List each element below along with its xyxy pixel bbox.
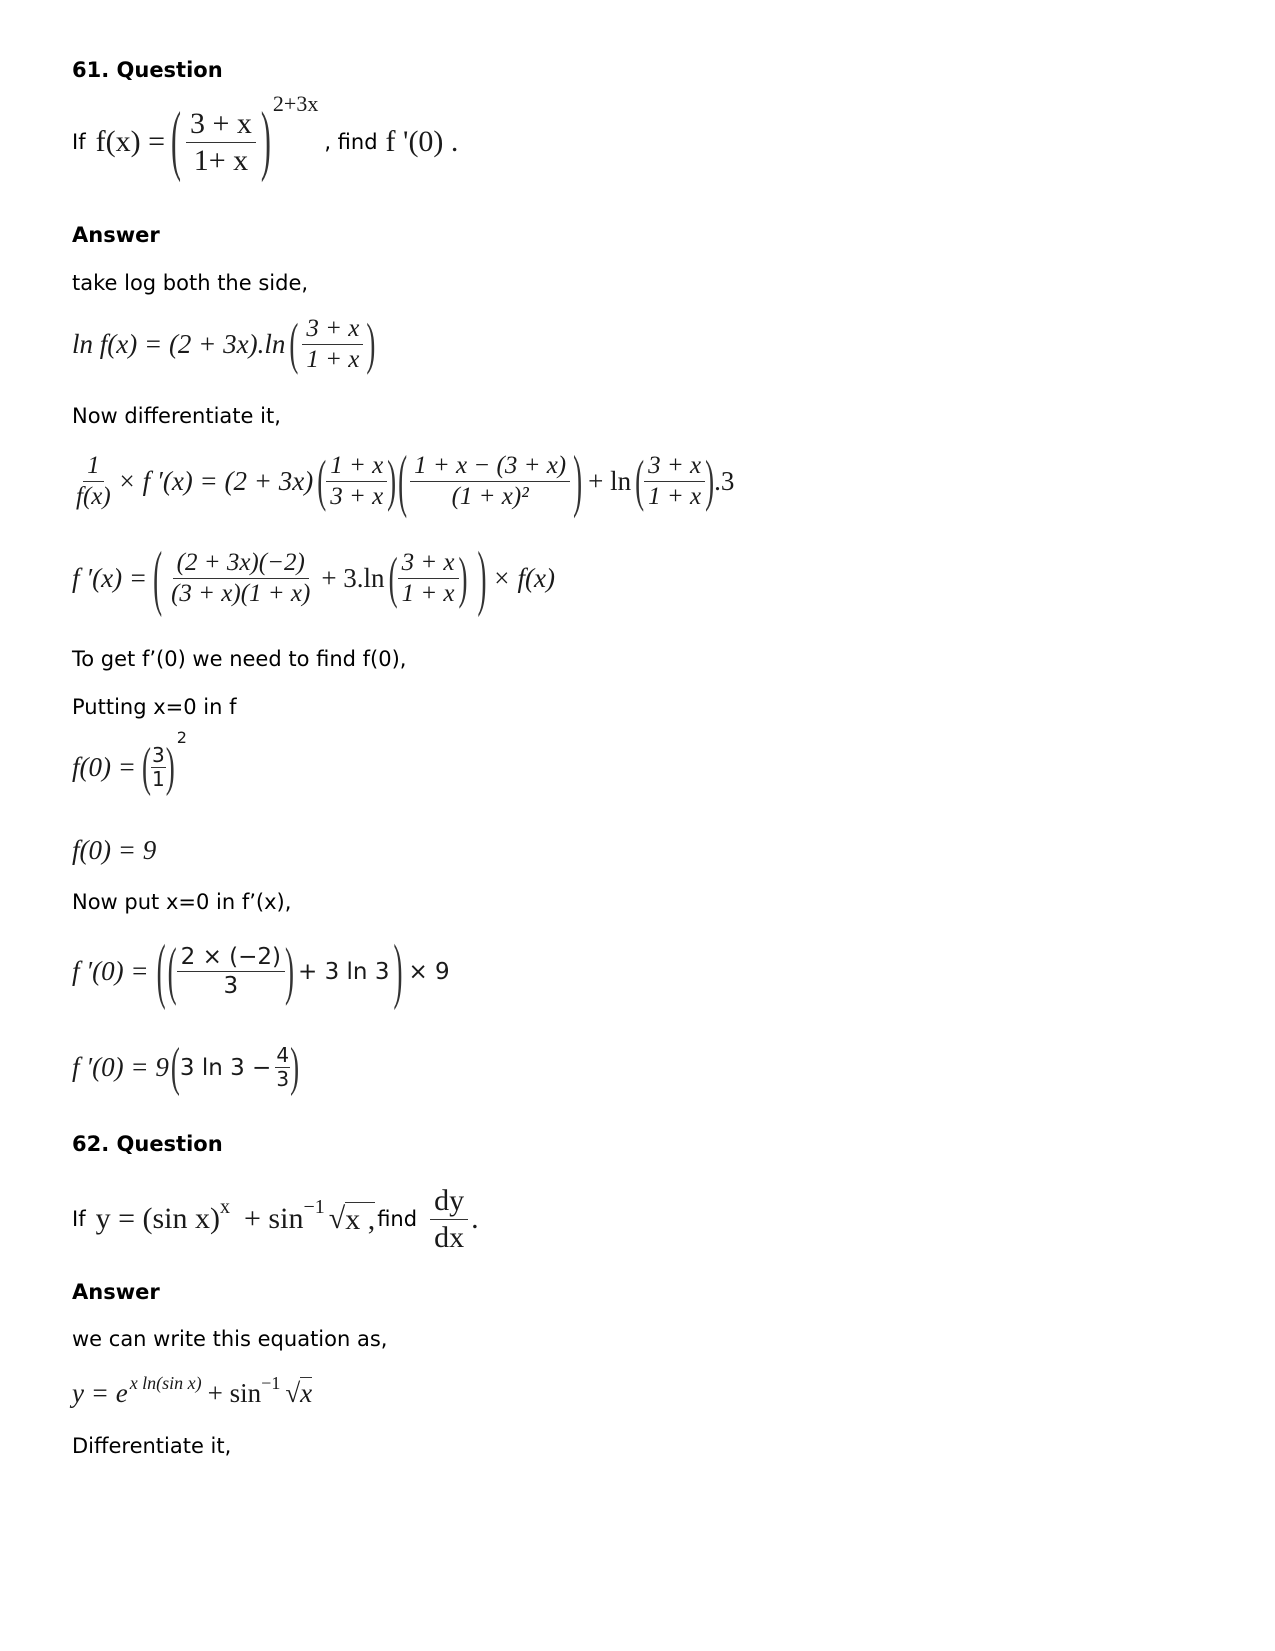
- numerator: 3: [151, 743, 165, 767]
- denominator: dx: [434, 1220, 465, 1254]
- denominator: f(x): [76, 483, 111, 511]
- denominator: 3: [276, 1067, 290, 1091]
- left-paren: (: [167, 934, 177, 1007]
- numerator: dy: [430, 1185, 468, 1220]
- right-paren: ): [290, 1036, 300, 1097]
- radicand: x ,: [345, 1202, 376, 1236]
- right-paren: ): [393, 929, 403, 1011]
- numerator: 3 + x: [398, 550, 459, 579]
- equation-part: .3: [714, 466, 735, 497]
- numerator: 3 + x: [644, 453, 705, 482]
- right-paren: ): [477, 536, 487, 618]
- left-paren: (: [317, 449, 327, 513]
- fraction: [430, 1185, 468, 1253]
- question-62-statement: [72, 1185, 479, 1253]
- step-text: take log both the side,: [72, 271, 309, 295]
- question-61-heading: 61. Question: [72, 58, 223, 82]
- step-text: Putting x=0 in f: [72, 695, 237, 719]
- equation-derivative: [72, 441, 735, 520]
- equation-part: 3 ln 3 −: [179, 1054, 272, 1081]
- fraction: [186, 108, 256, 176]
- exponent: −1: [303, 1195, 325, 1218]
- left-paren: (: [398, 441, 408, 520]
- equation-f0: [72, 728, 187, 797]
- fraction: [398, 550, 459, 608]
- left-paren: (: [289, 312, 299, 376]
- denominator: (1 + x)²: [451, 483, 529, 511]
- fraction: [275, 1045, 290, 1090]
- fraction: [644, 453, 705, 511]
- left-paren: (: [153, 536, 163, 618]
- equation-fprime: [72, 536, 555, 618]
- find-word: find: [377, 1207, 418, 1231]
- fraction: [151, 745, 166, 790]
- if-word: If: [72, 1207, 86, 1231]
- right-paren: ): [705, 449, 715, 513]
- fx-label: f(x) =: [95, 125, 165, 158]
- numerator: 4: [276, 1043, 290, 1067]
- fraction: [167, 550, 314, 608]
- equation-final: [72, 1036, 300, 1097]
- fraction: [302, 316, 363, 374]
- exponent: −1: [261, 1372, 281, 1393]
- sqrt-symbol: √: [285, 1377, 301, 1408]
- equation-lhs: f ′(0) =: [72, 956, 149, 987]
- equation-part: .: [471, 1202, 479, 1235]
- equation-part: + 3 ln 3: [298, 958, 390, 985]
- answer-61-label: Answer: [72, 223, 160, 247]
- denominator: 1+ x: [193, 143, 249, 177]
- equation-part: + sin: [244, 1202, 304, 1235]
- right-paren: ): [366, 312, 376, 376]
- numerator: 1 + x − (3 + x): [410, 453, 570, 482]
- left-paren: (: [388, 546, 398, 610]
- target-expression: f '(0) .: [385, 125, 459, 158]
- denominator: 3: [223, 973, 239, 1000]
- exponent: 2+3x: [272, 91, 319, 116]
- step-text: we can write this equation as,: [72, 1327, 388, 1351]
- answer-62-label: Answer: [72, 1280, 160, 1304]
- equation-part: + ln: [588, 466, 632, 497]
- left-paren: (: [141, 736, 151, 797]
- denominator: 1: [151, 767, 165, 791]
- step-text: Now put x=0 in f’(x),: [72, 890, 292, 914]
- left-paren: (: [170, 1036, 180, 1097]
- question-62-heading: 62. Question: [72, 1132, 223, 1156]
- denominator: 1 + x: [401, 580, 455, 608]
- equation-rewrite: [72, 1372, 313, 1409]
- if-word: If: [72, 130, 86, 154]
- step-text: Now differentiate it,: [72, 404, 281, 428]
- denominator: (3 + x)(1 + x): [171, 580, 311, 608]
- radicand: x: [300, 1378, 313, 1408]
- equation-lhs: ln f(x) = (2 + 3x).ln: [72, 329, 286, 360]
- step-text: To get f’(0) we need to find f(0),: [72, 647, 407, 671]
- right-paren: ): [573, 441, 583, 520]
- fraction: [410, 453, 570, 511]
- right-paren: ): [165, 736, 175, 797]
- equation-f0-value: f(0) = 9: [72, 835, 157, 865]
- equation-part: + 3.ln: [321, 563, 385, 594]
- equation-part: y = e: [72, 1377, 128, 1408]
- equation-part: × f(x): [492, 563, 555, 594]
- equation-fprime0: [72, 929, 450, 1011]
- numerator: 3 + x: [302, 316, 363, 345]
- right-paren: ): [285, 934, 295, 1007]
- left-paren: (: [170, 97, 181, 184]
- right-paren: ): [387, 449, 397, 513]
- equation-log: [72, 312, 376, 376]
- numerator: (2 + 3x)(−2): [173, 550, 309, 579]
- equation-lhs: f ′(0) = 9: [72, 1052, 169, 1082]
- exponent: x ln(sin x): [129, 1372, 202, 1393]
- exponent: 2: [176, 728, 187, 747]
- step-text: Differentiate it,: [72, 1434, 232, 1458]
- denominator: 1 + x: [306, 346, 360, 374]
- equation-lhs: f ′(x) =: [72, 563, 148, 594]
- equation-part: + sin: [207, 1377, 262, 1408]
- find-word: , find: [324, 130, 378, 154]
- left-paren: (: [635, 449, 645, 513]
- left-paren: (: [156, 929, 166, 1011]
- fraction: [72, 453, 115, 511]
- denominator: 3 + x: [330, 483, 384, 511]
- equation-lhs: f(0) =: [72, 752, 136, 782]
- numerator: 3 + x: [186, 108, 256, 143]
- numerator: 1: [83, 453, 104, 482]
- right-paren: ): [458, 546, 468, 610]
- fraction: [177, 945, 285, 998]
- denominator: 1 + x: [648, 483, 702, 511]
- equation-part: × f ′(x) = (2 + 3x): [117, 466, 314, 497]
- equation-part: y = (sin x): [95, 1202, 221, 1235]
- exponent: x: [220, 1195, 231, 1218]
- fraction: [326, 453, 387, 511]
- sqrt-symbol: √: [328, 1202, 346, 1235]
- numerator: 2 × (−2): [177, 945, 285, 972]
- question-61-statement: [72, 91, 459, 184]
- right-paren: ): [260, 97, 271, 184]
- numerator: 1 + x: [326, 453, 387, 482]
- equation-part: × 9: [408, 958, 450, 985]
